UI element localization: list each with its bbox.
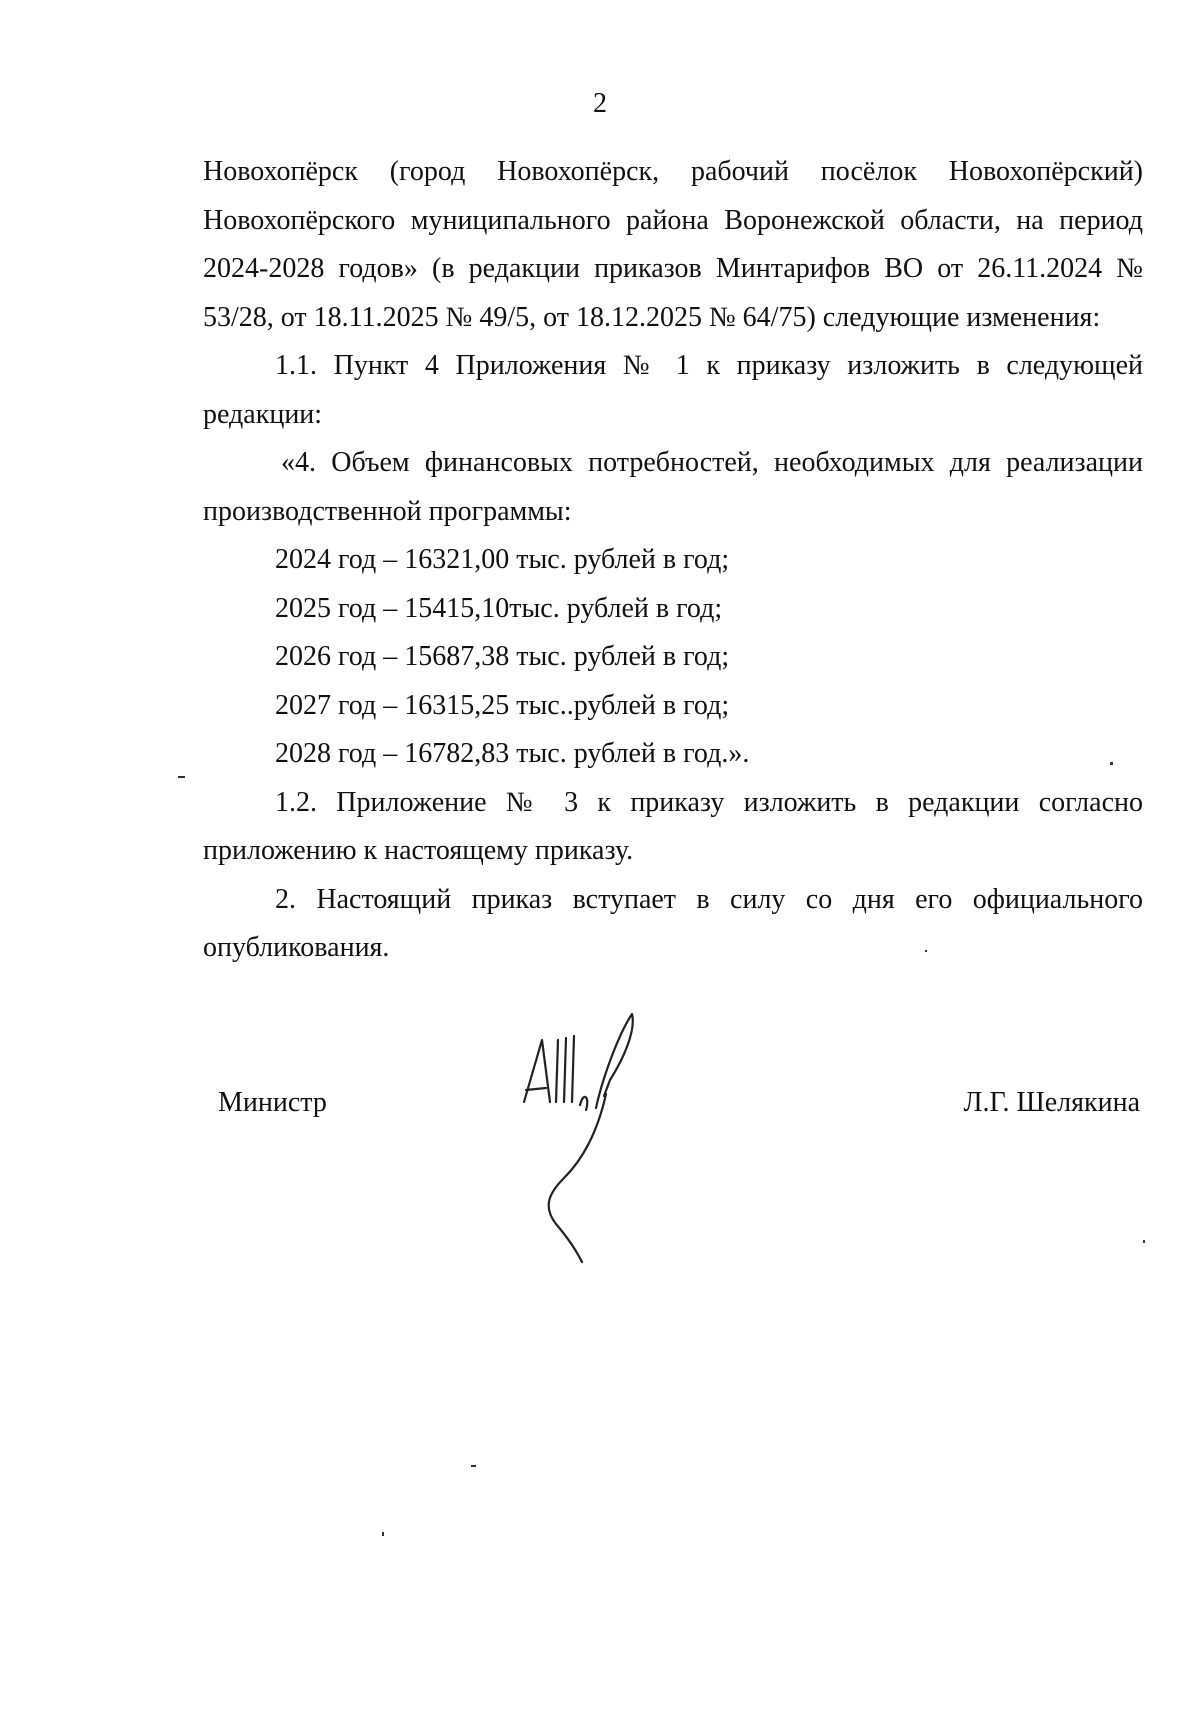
clause-1-1: 1.1. Пункт 4 Приложения № 1 к приказу изложить в следующей редакции: <box>203 350 1143 430</box>
scan-speck <box>178 776 185 778</box>
scan-speck <box>1110 762 1113 765</box>
clause-1-2: 1.2. Приложение № 3 к приказу изложить в редакции согласно приложению к настоящему приказу. <box>203 786 1143 866</box>
page-number: 2 <box>593 88 607 119</box>
amount-line-2028: 2028 год – 16782,83 тыс. рублей в год.». <box>275 738 750 769</box>
handwritten-signature <box>520 1010 640 1265</box>
scan-speck <box>925 950 927 952</box>
clause-4-heading: «4. Объем финансовых потребностей, необходимых для реализации производственной программы: <box>203 447 1143 527</box>
clause-2: 2. Настоящий приказ вступает в силу со дня его официального опубликования. <box>203 883 1143 963</box>
amount-line-2026: 2026 год – 15687,38 тыс. рублей в год; <box>275 641 730 672</box>
amount-line-2025: 2025 год – 15415,10тыс. рублей в год; <box>275 592 723 624</box>
scan-speck <box>1143 1240 1145 1243</box>
intro-paragraph: Новохопёрск (город Новохопёрск, рабочий посёлок Новохопёрский) Новохопёрского муниципального района Воронежской области, на период 2024-2028 годов» (в редакции приказов Минтарифов ВО от 26.11.2024 № 53/28, от 18.11.2025 № 49/5, от 18.12.2025 № 64/75) следующие изменения: <box>203 156 1143 333</box>
signer-name: Л.Г. Шелякина <box>963 1087 1140 1118</box>
signer-position: Министр <box>218 1087 327 1118</box>
scan-speck <box>471 1465 476 1467</box>
document-body <box>203 148 1143 973</box>
amount-line-2024: 2024 год – 16321,00 тыс. рублей в год; <box>275 544 730 575</box>
scan-speck <box>382 1532 384 1536</box>
amount-line-2027: 2027 год – 16315,25 тыс..рублей в год; <box>275 689 730 721</box>
